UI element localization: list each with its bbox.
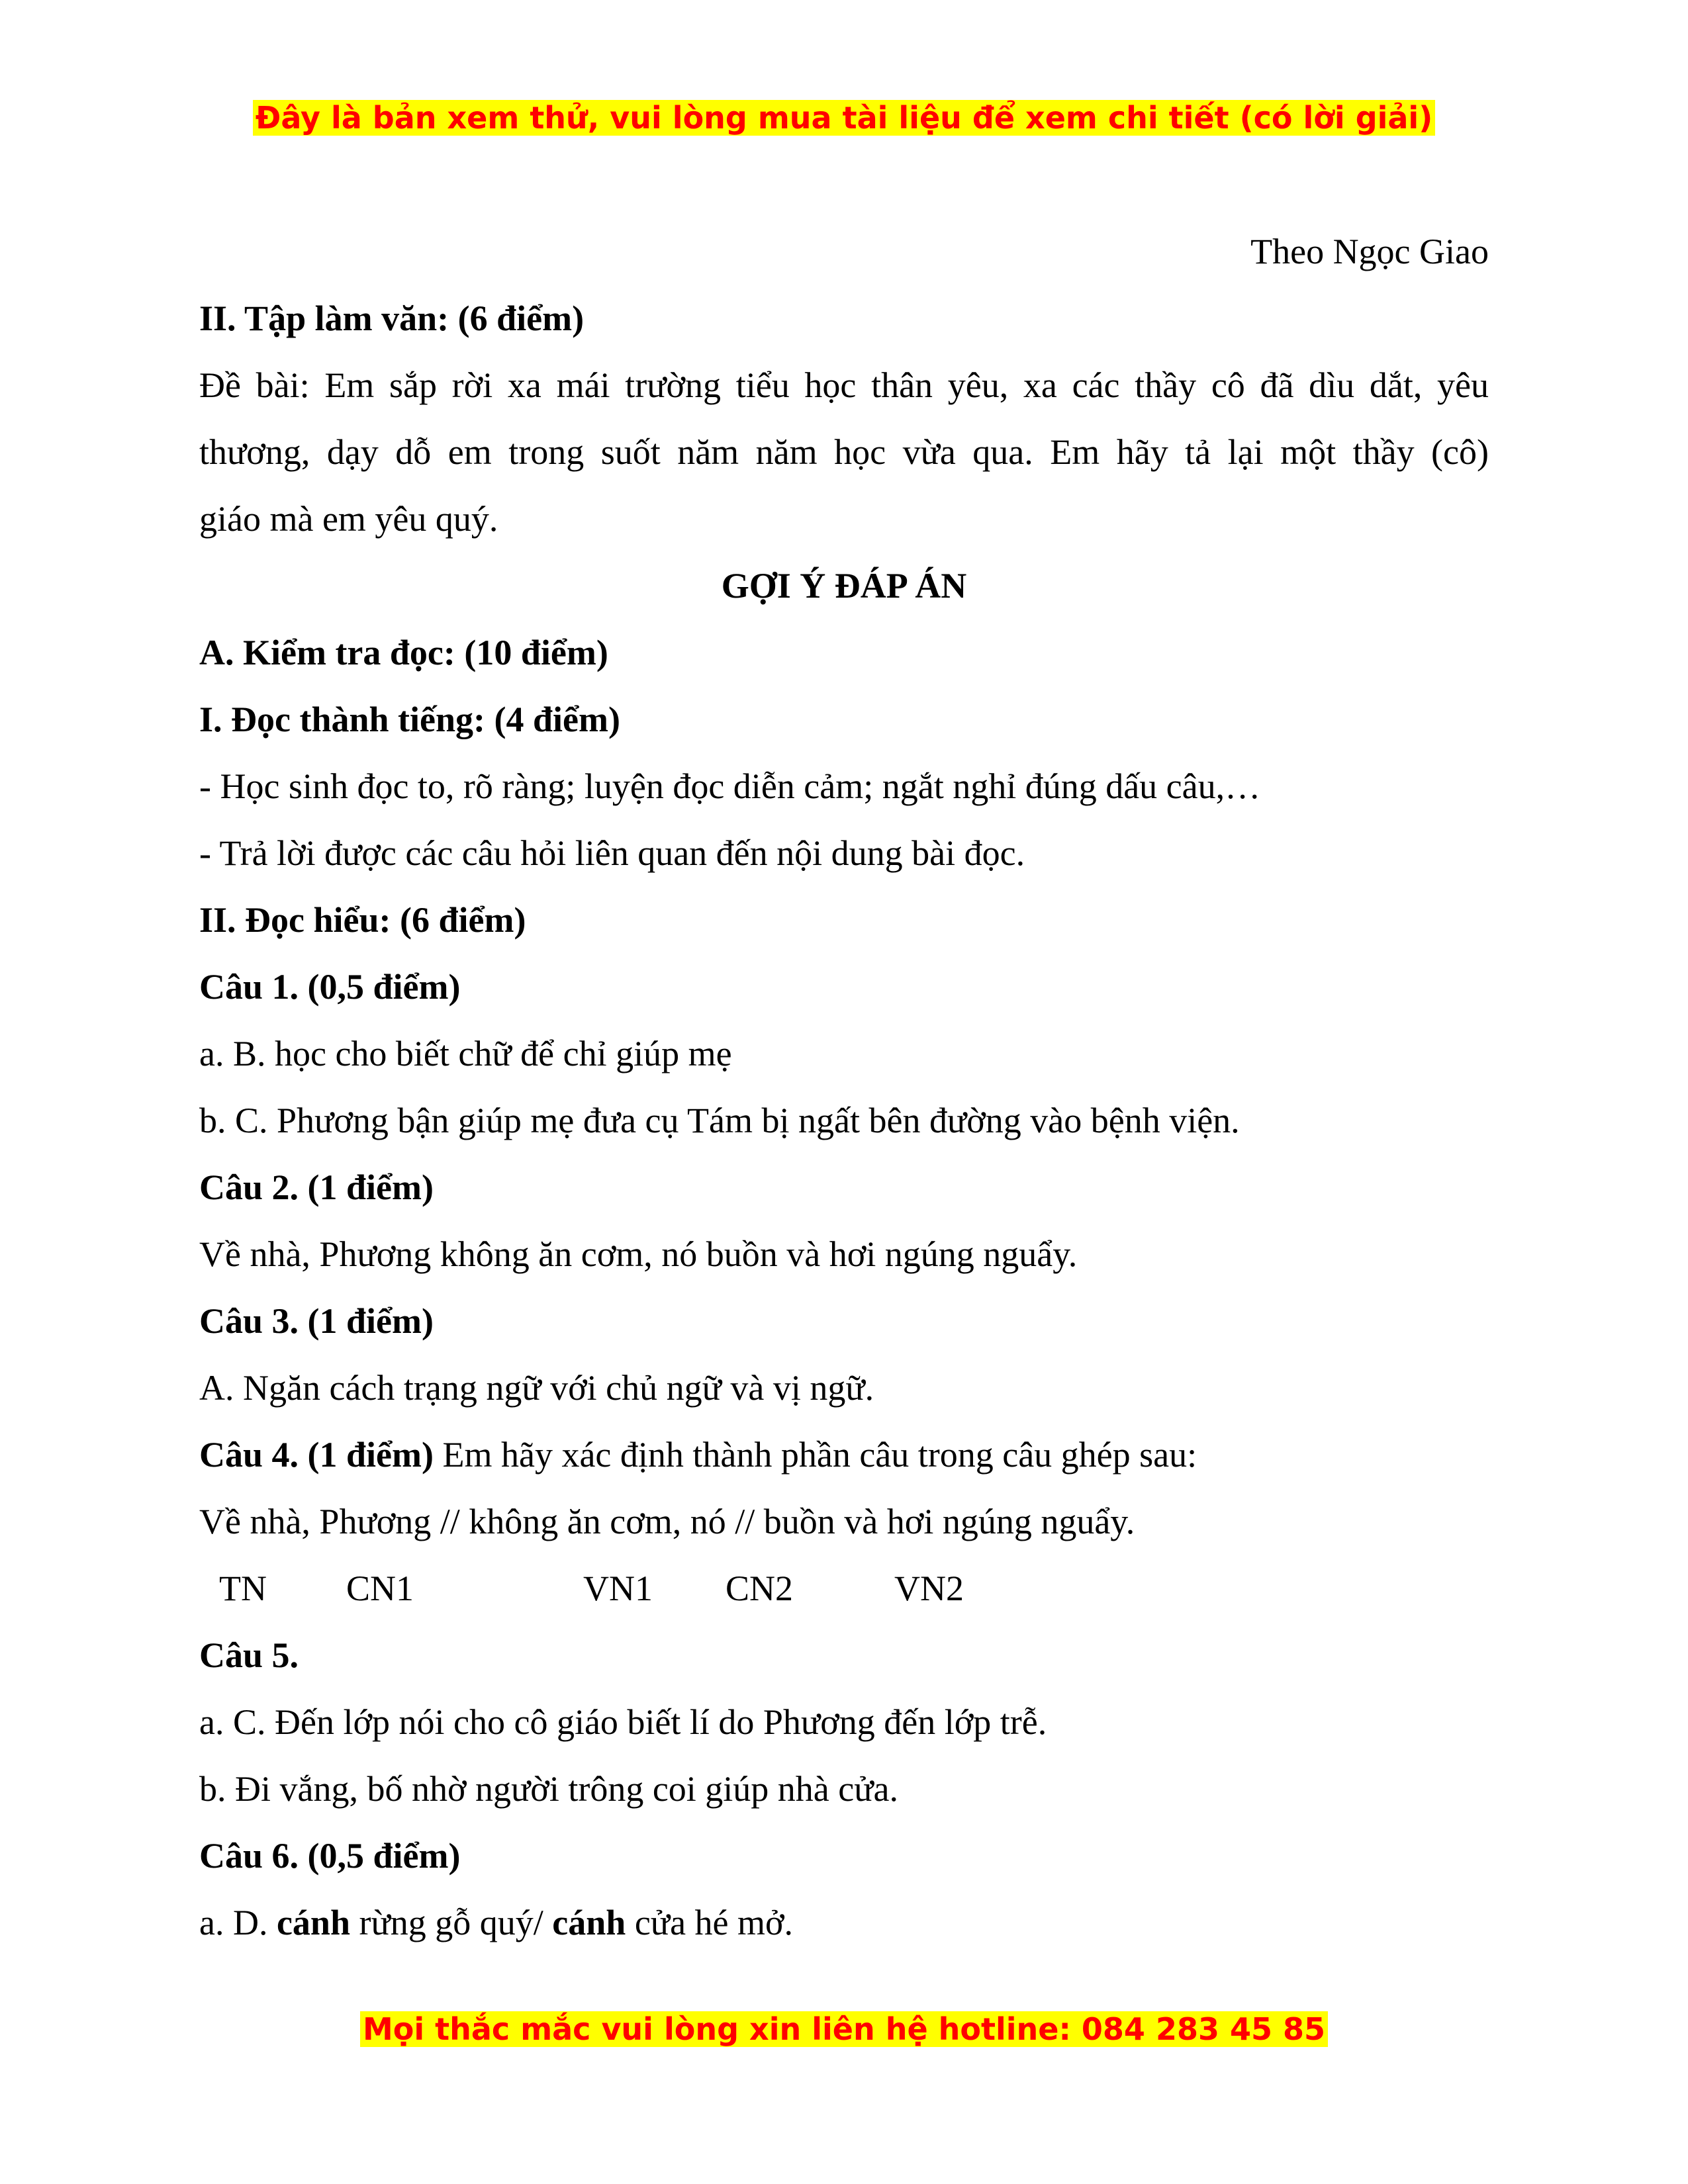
sentence-part-tag: CN2 xyxy=(726,1569,794,1608)
source-attribution: Theo Ngọc Giao xyxy=(1250,232,1489,271)
question-2-title: Câu 2. (1 điểm) xyxy=(199,1167,434,1207)
answer-heading: GỢI Ý ĐÁP ÁN xyxy=(721,566,967,606)
question-6-keyword: cánh xyxy=(276,1903,351,1942)
sentence-part-tag: CN1 xyxy=(346,1569,414,1608)
question-3-answer: A. Ngăn cách trạng ngữ với chủ ngữ và vị ngữ. xyxy=(199,1368,874,1408)
question-5-title: Câu 5. xyxy=(199,1635,299,1675)
sentence-parts-labels xyxy=(199,1555,1489,1622)
document-body xyxy=(199,218,1489,1956)
preview-notice-text: Đây là bản xem thử, vui lòng mua tài liệu để xem chi tiết (có lời giải) xyxy=(253,100,1435,136)
question-6-suffix: cửa hé mở. xyxy=(626,1903,794,1942)
question-1-answer-b: b. C. Phương bận giúp mẹ đưa cụ Tám bị ngất bên đường vào bệnh viện. xyxy=(199,1101,1240,1140)
question-4-title: Câu 4. (1 điểm) xyxy=(199,1435,434,1475)
sentence-part-tag: VN1 xyxy=(583,1569,653,1608)
question-4-line xyxy=(199,1422,1489,1488)
section-title-essay: II. Tập làm văn: (6 điểm) xyxy=(199,298,585,338)
question-2-answer: Về nhà, Phương không ăn cơm, nó buồn và hơi ngúng nguẩy. xyxy=(199,1234,1078,1274)
question-1-title: Câu 1. (0,5 điểm) xyxy=(199,967,461,1007)
question-1-answer-a: a. B. học cho biết chữ để chỉ giúp mẹ xyxy=(199,1034,732,1073)
essay-prompt-line: thương, dạy dỗ em trong suốt năm năm học vừa qua. Em hãy tả lại một thầy (cô) xyxy=(199,432,1489,472)
question-6-title: Câu 6. (0,5 điểm) xyxy=(199,1836,461,1876)
essay-prompt-line: giáo mà em yêu quý. xyxy=(199,499,498,539)
essay-prompt-line: Đề bài: Em sắp rời xa mái trường tiểu học thân yêu, xa các thầy cô đã dìu dắt, yêu xyxy=(199,365,1489,405)
question-5-answer-b: b. Đi vắng, bố nhờ người trông coi giúp nhà cửa. xyxy=(199,1769,898,1809)
question-6-keyword: cánh xyxy=(552,1903,626,1942)
reading-aloud-criterion: - Học sinh đọc to, rõ ràng; luyện đọc diễn cảm; ngắt nghỉ đúng dấu câu,… xyxy=(199,766,1261,806)
question-6-prefix: a. D. xyxy=(199,1903,277,1942)
question-4-prompt: Em hãy xác định thành phần câu trong câu ghép sau: xyxy=(433,1435,1197,1475)
hotline-text: Mọi thắc mắc vui lòng xin liên hệ hotline: 084 283 45 85 xyxy=(360,2011,1328,2047)
question-3-title: Câu 3. (1 điểm) xyxy=(199,1301,434,1341)
question-4-sentence: Về nhà, Phương // không ăn cơm, nó // buồn và hơi ngúng nguẩy. xyxy=(199,1502,1135,1541)
reading-comprehension-title: II. Đọc hiểu: (6 điểm) xyxy=(199,900,526,940)
hotline-banner xyxy=(0,2009,1688,2049)
question-6-answer xyxy=(199,1889,1489,1956)
preview-notice-banner xyxy=(0,98,1688,138)
reading-aloud-title: I. Đọc thành tiếng: (4 điểm) xyxy=(199,700,620,739)
part-a-title: A. Kiểm tra đọc: (10 điểm) xyxy=(199,633,608,672)
reading-aloud-criterion: - Trả lời được các câu hỏi liên quan đến nội dung bài đọc. xyxy=(199,833,1025,873)
sentence-part-tag: TN xyxy=(219,1569,267,1608)
question-6-middle: rừng gỗ quý/ xyxy=(350,1903,553,1942)
sentence-part-tag: VN2 xyxy=(894,1569,964,1608)
question-5-answer-a: a. C. Đến lớp nói cho cô giáo biết lí do Phương đến lớp trễ. xyxy=(199,1702,1047,1742)
